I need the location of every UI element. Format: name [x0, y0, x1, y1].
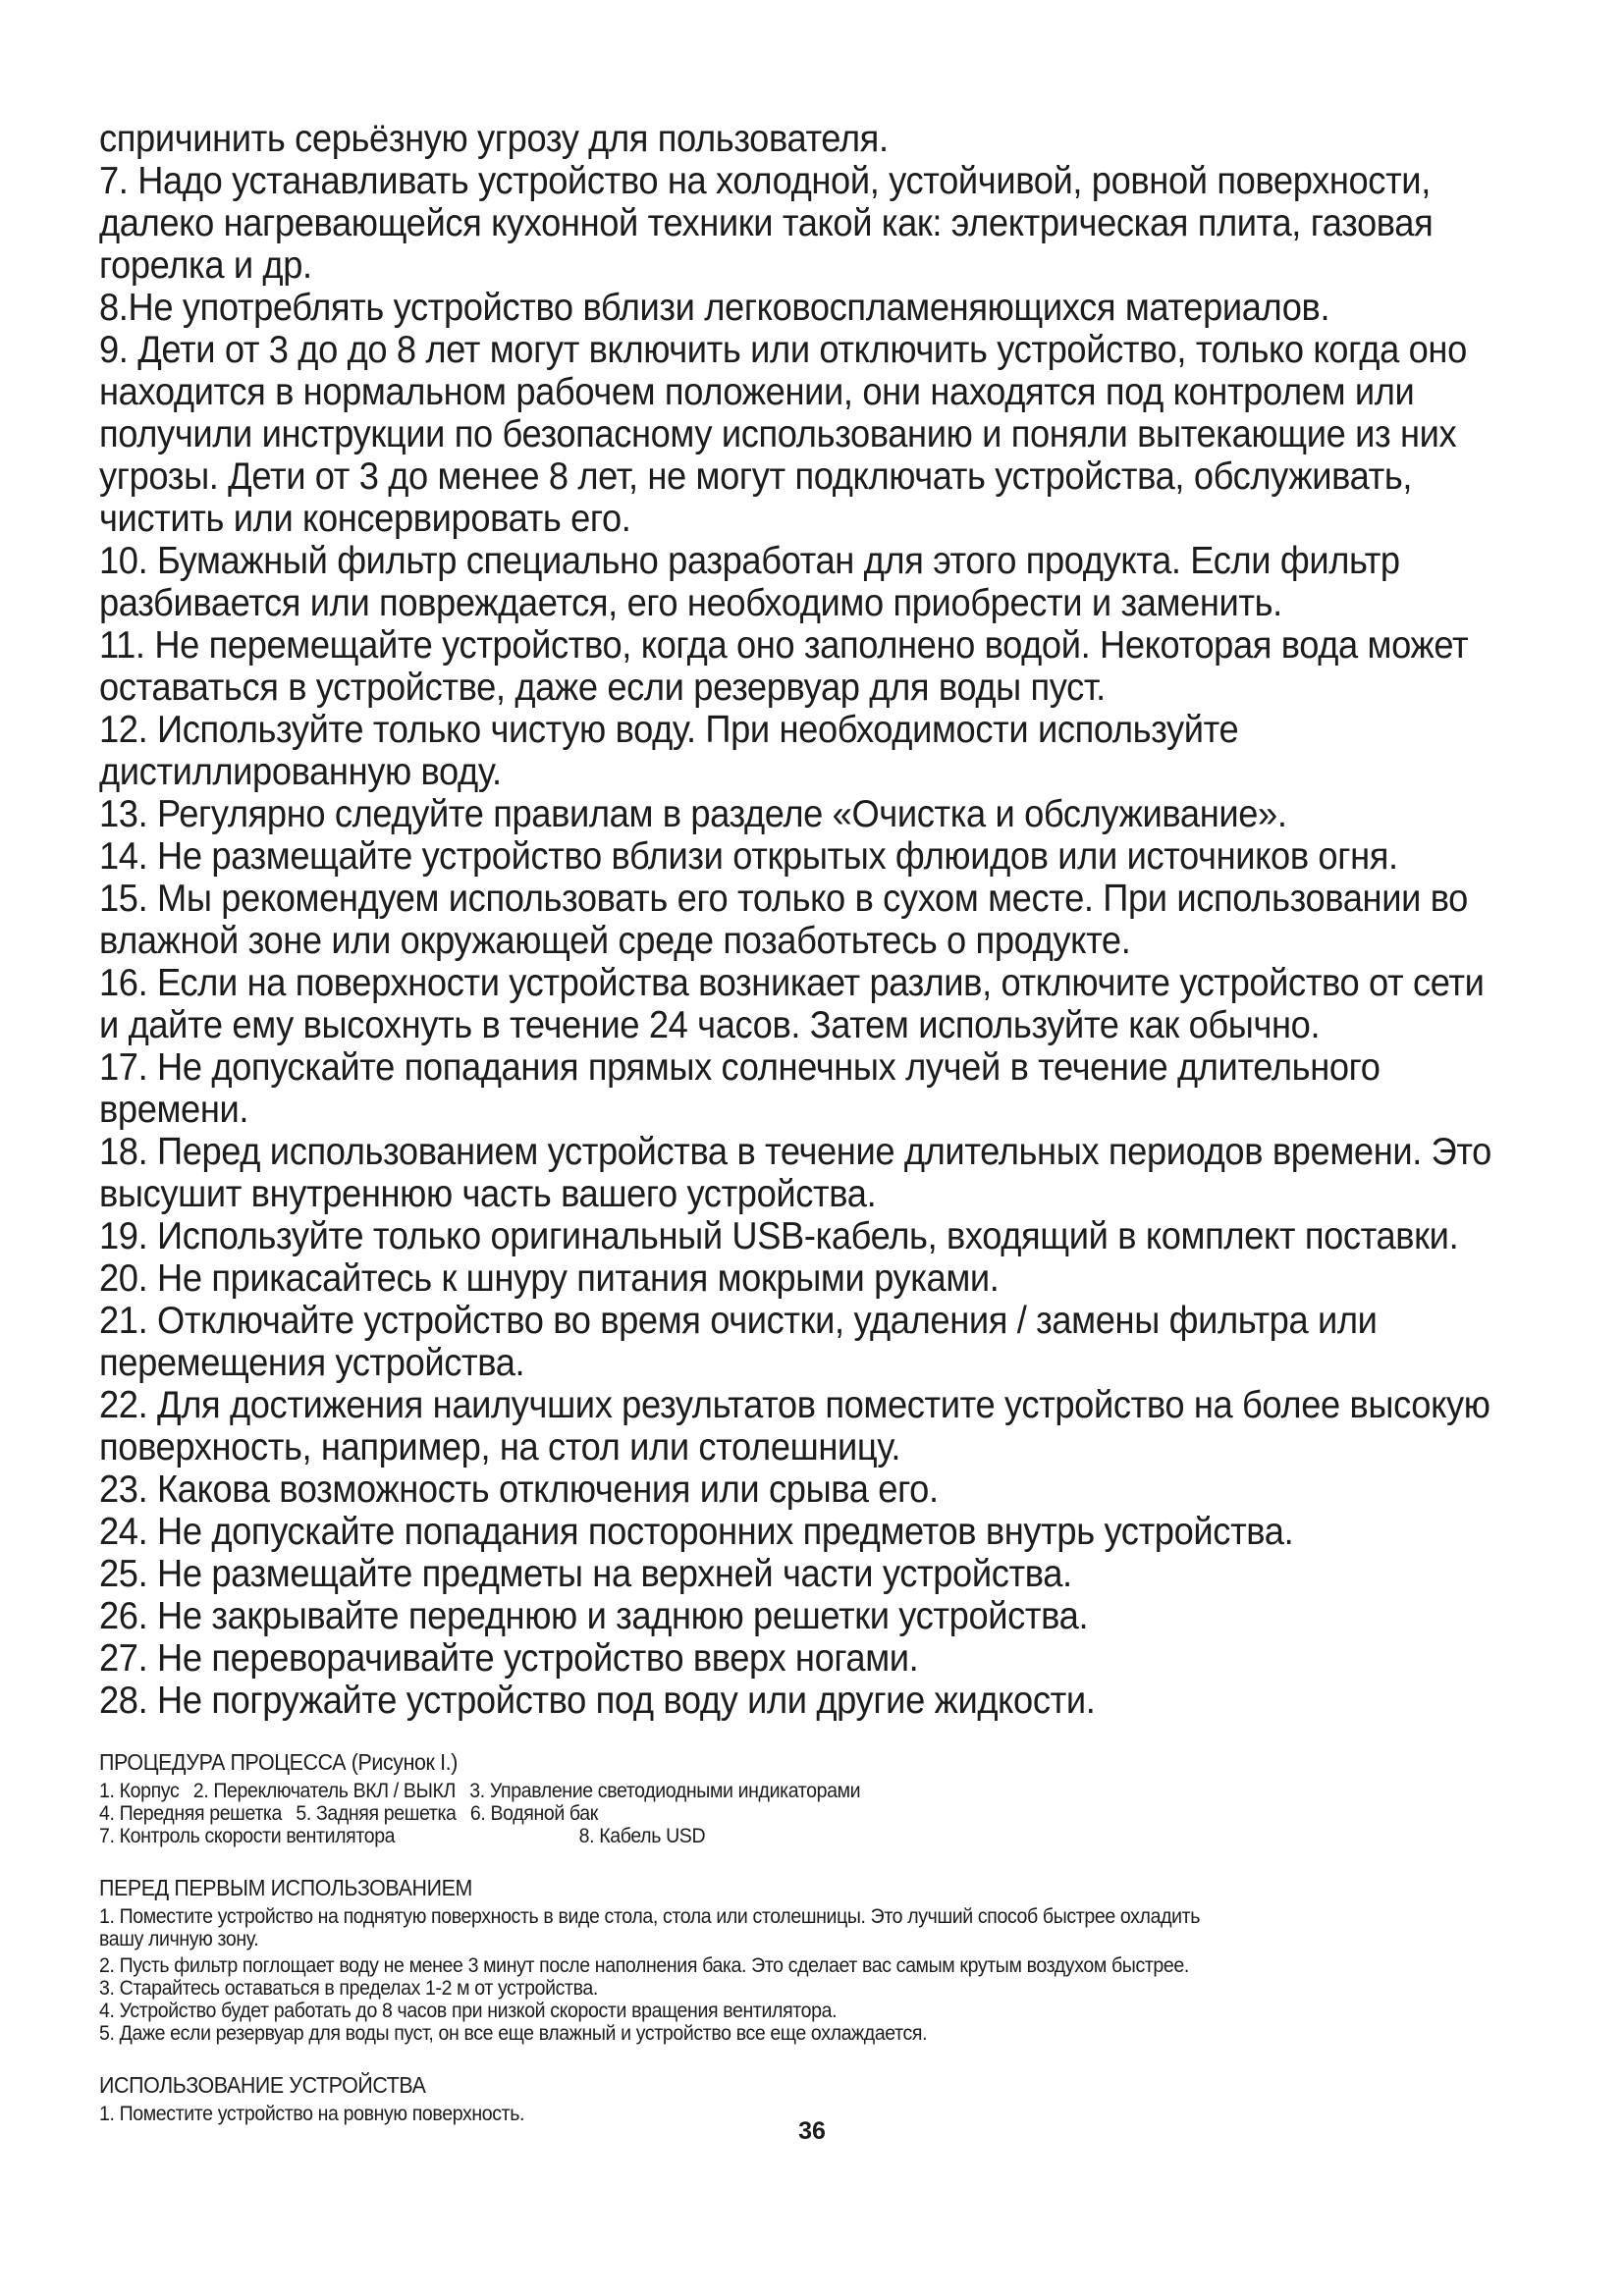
parts-row-1 — [99, 1780, 1450, 1802]
first-use-line: 3. Старайтесь оставаться в пределах 1-2 м от устройства. — [99, 1977, 598, 2000]
rules-line: перемещения устройства. — [99, 1342, 525, 1384]
rules-line: высушит внутреннюю часть вашего устройства. — [99, 1173, 877, 1215]
part-label: 8. Кабель USD — [578, 1825, 706, 1847]
part-label: 6. Водяной бак — [469, 1802, 598, 1825]
usage-title: ИСПОЛЬЗОВАНИЕ УСТРОЙСТВА — [99, 2072, 426, 2098]
first-use-line: вашу личную зону. — [99, 1928, 259, 1950]
part-label: 7. Контроль скорости вентилятора — [99, 1825, 396, 1847]
first-use-section — [99, 1875, 1552, 2045]
document-page — [99, 118, 1552, 2125]
part-label: 2. Переключатель ВКЛ / ВЫКЛ — [192, 1780, 456, 1802]
rules-line: и дайте ему высохнуть в течение 24 часов. Затем используйте как обычно. — [99, 1004, 1321, 1046]
safety-rules — [99, 118, 1552, 1722]
rules-line: 7. Надо устанавливать устройство на холодной, устойчивой, ровной поверхности, — [99, 160, 1431, 202]
rules-line: 24. Не допускайте попадания посторонних предметов внутрь устройства. — [99, 1511, 1294, 1553]
part-label: 4. Передняя решетка — [99, 1802, 282, 1825]
usage-line: 1. Поместите устройство на ровную поверхность. — [99, 2103, 525, 2125]
rules-line: чистить или консервировать его. — [99, 498, 631, 540]
rules-line: оставаться в устройстве, даже если резервуар для воды пуст. — [99, 667, 1106, 709]
rules-line: 23. Какова возможность отключения или срыва его. — [99, 1468, 939, 1511]
rules-line: 19. Используйте только оригинальный USB-кабель, входящий в комплект поставки. — [99, 1215, 1459, 1257]
rules-line: 25. Не размещайте предметы на верхней части устройства. — [99, 1553, 1072, 1595]
rules-line: спричинить серьёзную угрозу для пользователя. — [99, 118, 889, 160]
rules-line: 22. Для достижения наилучших результатов поместите устройство на более высокую — [99, 1384, 1490, 1426]
rules-line: поверхность, например, на стол или столешницу. — [99, 1426, 901, 1468]
part-label: 5. Задняя решетка — [296, 1802, 457, 1825]
first-use-line: 5. Даже если резервуар для воды пуст, он все еще влажный и устройство все еще охлаждается. — [99, 2022, 928, 2045]
rules-line: 10. Бумажный фильтр специально разработан для этого продукта. Если фильтр — [99, 540, 1400, 582]
rules-line: 13. Регулярно следуйте правилам в разделе «Очистка и обслуживание». — [99, 793, 1287, 835]
parts-row-2 — [99, 1802, 1450, 1825]
rules-line: 16. Если на поверхности устройства возникает разлив, отключите устройство от сети — [99, 962, 1485, 1004]
parts-row-3 — [99, 1825, 1450, 1847]
rules-line: 9. Дети от 3 до до 8 лет могут включить или отключить устройство, только когда оно — [99, 329, 1467, 371]
rules-line: влажной зоне или окружающей среде позаботьтесь о продукте. — [99, 920, 1131, 962]
procedure-title: ПРОЦЕДУРА ПРОЦЕССА (Рисунок I.) — [99, 1749, 459, 1775]
rules-line: 17. Не допускайте попадания прямых солнечных лучей в течение длительного — [99, 1046, 1380, 1089]
part-label: 3. Управление светодиодными индикаторами — [469, 1780, 861, 1802]
rules-line: 28. Не погружайте устройство под воду или другие жидкости. — [99, 1680, 1096, 1722]
first-use-line: 1. Поместите устройство на поднятую поверхность в виде стола, стола или столешницы. Это лучший способ быстрее охладить — [99, 1905, 1201, 1928]
rules-line: находится в нормальном рабочем положении, они находятся под контролем или — [99, 371, 1415, 413]
rules-line: 26. Не закрывайте переднюю и заднюю решетки устройства. — [99, 1595, 1089, 1637]
rules-line: далеко нагревающейся кухонной техники такой как: электрическая плита, газовая — [99, 202, 1434, 244]
first-use-line: 2. Пусть фильтр поглощает воду не менее 3 минут после наполнения бака. Это сделает вас самым крутым воздухом быстрее. — [99, 1954, 1189, 1977]
rules-line: 15. Мы рекомендуем использовать его только в сухом месте. При использовании во — [99, 878, 1468, 920]
first-use-title: ПЕРЕД ПЕРВЫМ ИСПОЛЬЗОВАНИЕМ — [99, 1875, 472, 1900]
rules-line: дистиллированную воду. — [99, 751, 502, 793]
rules-line: 12. Используйте только чистую воду. При необходимости используйте — [99, 709, 1239, 751]
rules-line: 8.Не употреблять устройство вблизи легковоспламеняющихся материалов. — [99, 287, 1330, 329]
rules-line: разбивается или повреждается, его необходимо приобрести и заменить. — [99, 582, 1282, 624]
rules-line: получили инструкции по безопасному использованию и поняли вытекающие из них — [99, 413, 1457, 455]
part-label: 1. Корпус — [99, 1780, 180, 1802]
rules-line: 27. Не переворачивайте устройство вверх ногами. — [99, 1637, 919, 1680]
rules-line: угрозы. Дети от 3 до менее 8 лет, не могут подключать устройства, обслуживать, — [99, 455, 1413, 498]
rules-line: 20. Не прикасайтесь к шнуру питания мокрыми руками. — [99, 1257, 1000, 1300]
rules-line: времени. — [99, 1089, 249, 1131]
first-use-line: 4. Устройство будет работать до 8 часов при низкой скорости вращения вентилятора. — [99, 2000, 838, 2022]
rules-line: 14. Не размещайте устройство вблизи открытых флюидов или источников огня. — [99, 835, 1398, 878]
rules-line: горелка и др. — [99, 244, 312, 287]
page-number: 36 — [798, 2117, 826, 2145]
rules-line: 18. Перед использованием устройства в течение длительных периодов времени. Это — [99, 1131, 1491, 1173]
procedure-section — [99, 1749, 1552, 1847]
rules-line: 11. Не перемещайте устройство, когда оно заполнено водой. Некоторая вода может — [99, 624, 1469, 667]
rules-line: 21. Отключайте устройство во время очистки, удаления / замены фильтра или — [99, 1300, 1378, 1342]
